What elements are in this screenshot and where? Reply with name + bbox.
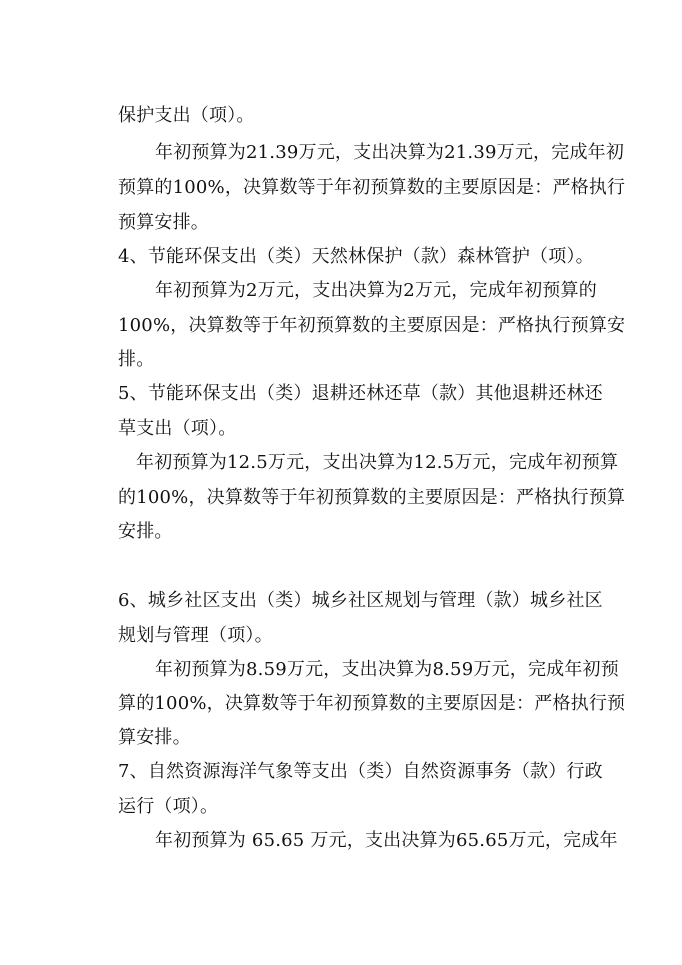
text-line-2: 年初预算为21.39万元，支出决算为21.39万元，完成年初: [155, 142, 625, 163]
text-line-12: 的100%，决算数等于年初预算数的主要原因是：严格执行预算: [118, 487, 626, 508]
text-line-3: 预算的100%，决算数等于年初预算数的主要原因是：严格执行: [118, 177, 626, 198]
text-line-11: 年初预算为12.5万元，支出决算为12.5万元，完成年初预算: [136, 452, 619, 473]
text-line-20: 运行（项）。: [118, 796, 219, 817]
text-line-4: 预算安排。: [118, 212, 209, 233]
text-line-14: 6、城乡社区支出（类）城乡社区规划与管理（款）城乡社区: [118, 590, 603, 611]
text-line-21: 年初预算为 65.65 万元，支出决算为65.65万元，完成年: [155, 830, 618, 851]
text-line-17: 算的100%，决算数等于年初预算数的主要原因是：严格执行预: [118, 693, 626, 714]
text-line-13: 安排。: [118, 521, 173, 542]
text-line-15: 规划与管理（项）。: [118, 625, 273, 646]
text-line-16: 年初预算为8.59万元，支出决算为8.59万元，完成年初预: [155, 659, 619, 680]
text-line-6: 年初预算为2万元，支出决算为2万元，完成年初预算的: [155, 280, 597, 301]
text-line-19: 7、自然资源海洋气象等支出（类）自然资源事务（款）行政: [118, 761, 603, 782]
text-line-8: 排。: [118, 349, 155, 370]
text-line-10: 草支出（项）。: [118, 418, 237, 439]
text-line-18: 算安排。: [118, 727, 191, 748]
text-line-5: 4、节能环保支出（类）天然林保护（款）森林管护（项）。: [118, 246, 594, 267]
text-line-1: 保护支出（项）。: [118, 105, 255, 126]
text-line-9: 5、节能环保支出（类）退耕还林还草（款）其他退耕还林还: [118, 383, 603, 404]
text-line-7: 100%，决算数等于年初预算数的主要原因是：严格执行预算安: [118, 315, 626, 336]
